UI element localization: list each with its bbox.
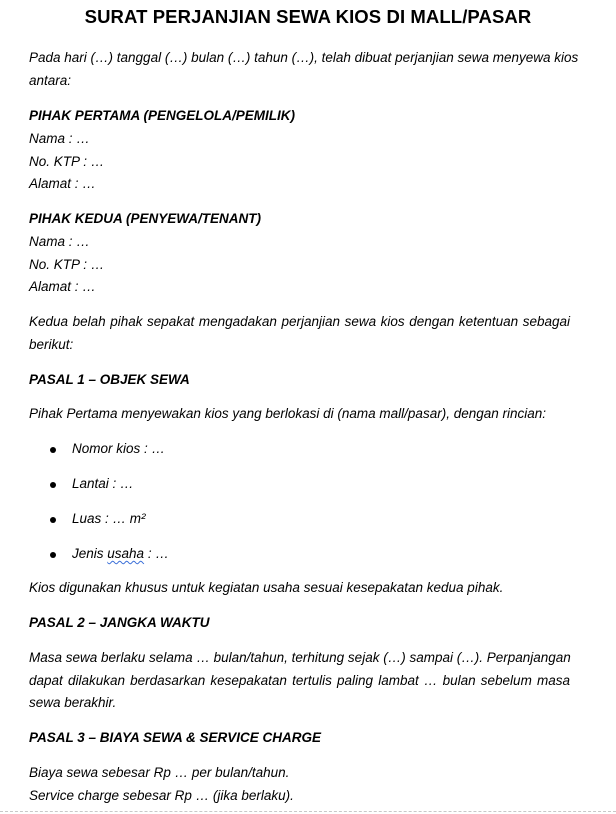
list-item-jenis-usaha	[72, 546, 169, 561]
bullet-icon	[50, 482, 56, 488]
pasal-1-text: Pihak Pertama menyewakan kios yang berlokasi di (nama mall/pasar), dengan rincian:	[29, 406, 547, 421]
page-bottom-rule	[0, 811, 616, 812]
pihak-kedua-ktp: No. KTP : …	[29, 257, 105, 272]
pihak-kedua-alamat: Alamat : …	[29, 279, 96, 294]
jenis-prefix: Jenis	[72, 546, 108, 561]
list-item-lantai: Lantai : …	[72, 476, 134, 491]
pasal-3-line-1: Biaya sewa sebesar Rp … per bulan/tahun.	[29, 765, 290, 780]
pasal-2-heading: PASAL 2 – JANGKA WAKTU	[29, 615, 210, 630]
pihak-pertama-heading: PIHAK PERTAMA (PENGELOLA/PEMILIK)	[29, 108, 296, 123]
agreement-line-1: Kedua belah pihak sepakat mengadakan perjanjian sewa kios dengan ketentuan sebagai	[29, 314, 570, 329]
pihak-pertama-ktp: No. KTP : …	[29, 154, 105, 169]
bullet-icon	[50, 517, 56, 523]
pasal-1-closing: Kios digunakan khusus untuk kegiatan usaha sesuai kesepakatan kedua pihak.	[29, 580, 504, 595]
pihak-pertama-nama: Nama : …	[29, 131, 90, 146]
intro-line-2: antara:	[29, 73, 72, 88]
pasal-2-line-2: dapat dilakukan berdasarkan kesepakatan tertulis paling lambat … bulan sebelum masa	[29, 673, 570, 688]
bullet-icon	[50, 447, 56, 453]
pasal-3-line-2: Service charge sebesar Rp … (jika berlaku).	[29, 788, 294, 803]
list-item-nomor-kios: Nomor kios : …	[72, 441, 166, 456]
pasal-1-heading: PASAL 1 – OBJEK SEWA	[29, 372, 190, 387]
pihak-pertama-alamat: Alamat : …	[29, 176, 96, 191]
bullet-icon	[50, 552, 56, 558]
pasal-2-line-1: Masa sewa berlaku selama … bulan/tahun, terhitung sejak (…) sampai (…). Perpanjangan	[29, 650, 571, 665]
pihak-kedua-nama: Nama : …	[29, 234, 90, 249]
intro-line-1: Pada hari (…) tanggal (…) bulan (…) tahun (…), telah dibuat perjanjian sewa menyewa kios	[29, 50, 579, 65]
jenis-suffix: : …	[144, 546, 169, 561]
pasal-2-line-3: sewa berakhir.	[29, 695, 117, 710]
spellcheck-word: usaha	[107, 546, 145, 561]
pihak-kedua-heading: PIHAK KEDUA (PENYEWA/TENANT)	[29, 211, 262, 226]
agreement-line-2: berikut:	[29, 337, 74, 352]
document-title: SURAT PERJANJIAN SEWA KIOS DI MALL/PASAR	[84, 6, 532, 27]
pasal-3-heading: PASAL 3 – BIAYA SEWA & SERVICE CHARGE	[29, 730, 322, 745]
list-item-luas: Luas : … m²	[72, 511, 146, 526]
